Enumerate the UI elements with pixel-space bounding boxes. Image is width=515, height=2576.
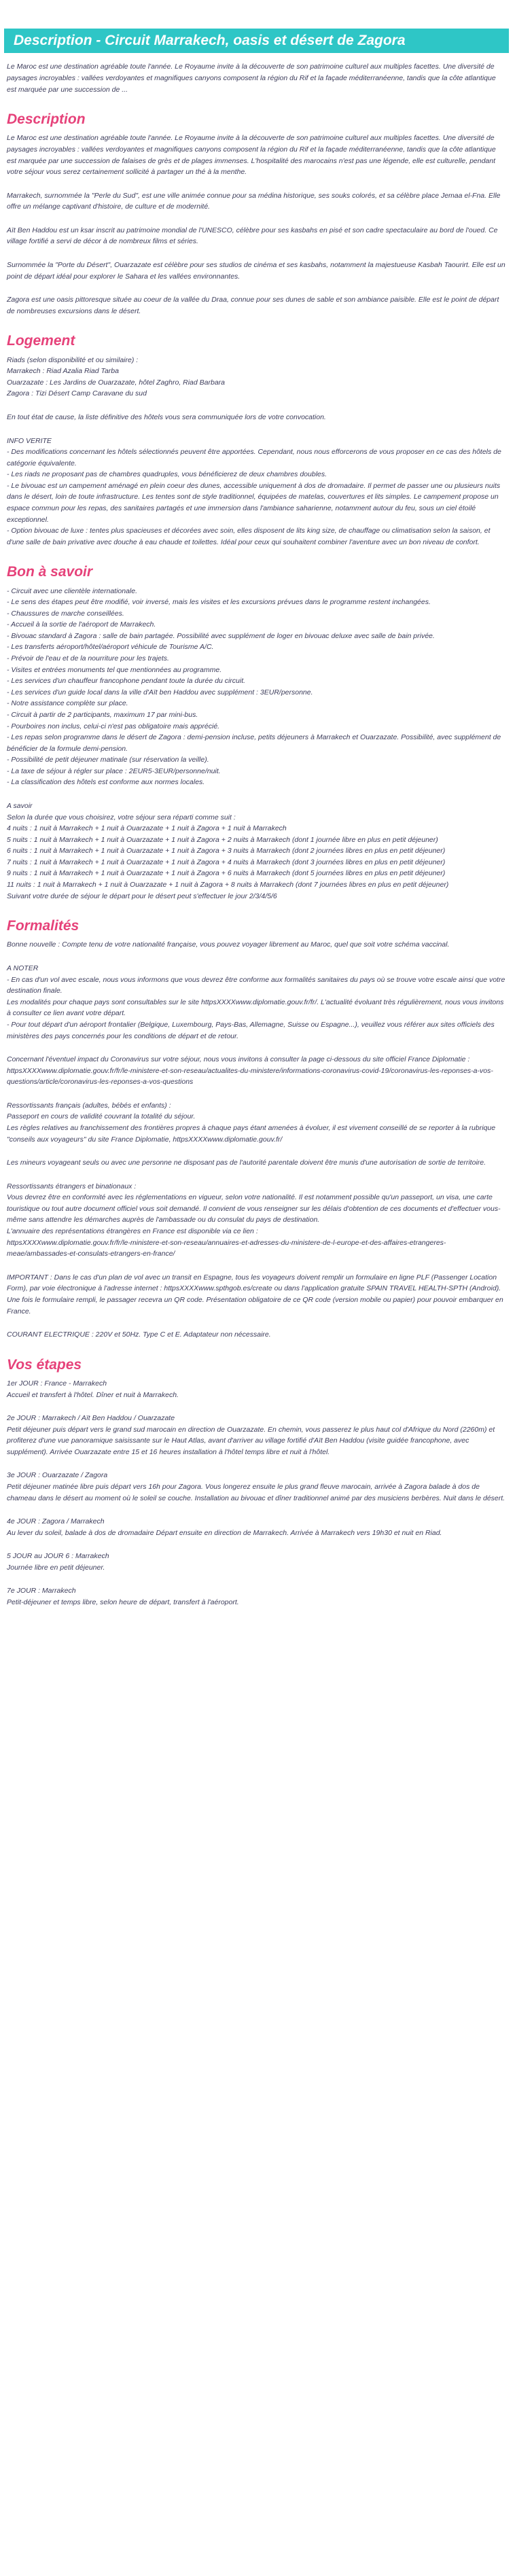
bon-a-savoir-line: - Circuit à partir de 2 participants, maximum 17 par mini-bus. [7, 710, 198, 719]
a-savoir-line: Selon la durée que vous choisirez, votre séjour sera réparti comme suit : [7, 813, 236, 822]
description-heading: Description [7, 111, 86, 128]
electric-paragraph: COURANT ELECTRIQUE : 220V et 50Hz. Type C et E. Adaptateur non nécessaire. [7, 1330, 271, 1339]
page [0, 29, 515, 1608]
bon-a-savoir-line: - Les services d'un guide local dans la ville d'Aït ben Haddou avec supplément : 3EUR/personne. [7, 688, 313, 696]
bon-a-savoir-line: - Prévoir de l'eau et de la nourriture pour les trajets. [7, 654, 169, 663]
a-noter-line: - Pour tout départ d'un aéroport frontalier (Belgique, Luxembourg, Pays-Bas, Allemagne, Suisse ou Espagne...), veuillez vous référer aux sites officiels des ministères des pays concernés pour les conditions de départ et de retour. [7, 1020, 495, 1040]
a-noter-line: A NOTER [7, 964, 39, 973]
a-savoir-line: A savoir [7, 801, 33, 810]
logement-section [4, 355, 509, 548]
riads-line: Marrakech : Riad Azalia Riad Tarba [7, 367, 119, 376]
day-item [7, 1413, 506, 1458]
day-item [7, 1551, 506, 1573]
formalites-section [4, 939, 509, 1340]
day-title: 5 JOUR au JOUR 6 : Marrakech [7, 1552, 109, 1561]
a-savoir-line: 11 nuits : 1 nuit à Marrakech + 1 nuit à Ouarzazate + 1 nuit à Zagora + 8 nuits à Marrakech (dont 7 journées libres en plus en petit déjeuner) [7, 881, 449, 889]
day-text: Petit déjeuner matinée libre puis départ vers 16h pour Zagora. Vous longerez ensuite le plus grand fleuve marocain, arrivée à Zagora balade à dos de chameau dans le désert au moment où le soleil se couche. Installation au bivouac et dîner traditionnel animé par des musiciens berbères. Nuit dans le désert. [7, 1483, 505, 1502]
description-section [4, 133, 509, 317]
day-text: Petit déjeuner puis départ vers le grand sud marocain en direction de Ouarzazate. En chemin, vous passerez le plus haut col d'Afrique du Nord (2260m) et profiterez d'une vue panoramique saisissante sur le Haut Atlas, avant d'arriver au village fortifié d'Aït Ben Haddou (visite guidée francophone, avec supplément). Arrivée Ouarzazate entre 15 et 16 heures installation à l'hôtel temps libre et nuit à l'hôtel. [7, 1425, 495, 1456]
day-title: 3e JOUR : Ouarzazate / Zagora [7, 1471, 108, 1480]
info-verite-line: - Des modifications concernant les hôtels sélectionnés peuvent être apportées. Cependant, nous nous efforcerons de vous proposer en ce cas des hôtels de catégorie équivalente. [7, 448, 501, 467]
formalites-heading: Formalités [7, 918, 79, 934]
day-text: Au lever du soleil, balade à dos de dromadaire Départ ensuite en direction de Marrakech. Arrivée à Marrakech vers 19h30 et nuit en Riad. [7, 1528, 442, 1537]
important-paragraph: IMPORTANT : Dans le cas d'un plan de vol avec un transit en Espagne, tous les voyageurs doivent remplir un formulaire en ligne PLF (Passenger Location Form), par voie électronique à l'adresse internet : httpsXXXXwww.spthgob.es/create ou dans l'application gratuite SPAIN TRAVEL HEALTH-SPTH (Android). Une fois le formulaire rempli, le passager recevra un QR code. Présentation obligatoire de ce QR code (version mobile ou papier) pour pouvoir embarquer en France. [7, 1273, 503, 1316]
foreign-nationals-list [7, 1181, 506, 1260]
a-savoir-line: Suivant votre durée de séjour le départ pour le désert peut s'effectuer le jour 2/3/4/5/6 [7, 892, 277, 900]
info-verite-list [7, 436, 506, 548]
riads-line: Riads (selon disponibilité et ou similaire) : [7, 355, 139, 364]
description-paragraph: Le Maroc est une destination agréable toute l'année. Le Royaume invite à la découverte de son patrimoine culturel aux multiples facettes. Une diversité de paysages incroyables : vallées verdoyantes et magnifiques canyons composent la région du Rif et la façade méditerranéenne, tandis que la côte atlantique est marquée par une succession de falaises de grès et de plages immenses. L'hospitalité des marocains n'est pas une légende, elle est culturelle, pendant votre séjour vous serez certainement sollicité à partager un thé à la menthe. [7, 134, 496, 177]
a-noter-line: Les modalités pour chaque pays sont consultables sur le site httpsXXXXwww.diplomatie.gouv.fr/fr/. L'actualité évoluant très régulièrement, nous vous invitons à consulter ce lien avant votre départ. [7, 998, 504, 1018]
info-verite-line: INFO VERITE [7, 436, 52, 445]
foreign-nationals-line: L'annuaire des représentations étrangères en France est disponible via ce lien : [7, 1227, 258, 1236]
french-nationals-list [7, 1100, 506, 1145]
formalites-intro: Bonne nouvelle : Compte tenu de votre nationalité française, vous pouvez voyager librement au Maroc, quel que soit votre schéma vaccinal. [7, 940, 450, 949]
etapes-heading: Vos étapes [7, 1356, 82, 1373]
description-paragraph: Marrakech, surnommée la "Perle du Sud", est une ville animée connue pour sa médina historique, ses souks colorés, et sa célèbre place Jemaa el-Fna. Elle offre un mélange captivant d'histoire, de culture et de modernité. [7, 191, 501, 211]
intro-paragraph: Le Maroc est une destination agréable toute l'année. Le Royaume invite à la découverte de son patrimoine culturel aux multiples facettes. Une diversité de paysages incroyables : vallées verdoyantes et magnifiques canyons composent la région du Rif et la façade méditerranéenne, tandis que la côte atlantique est marquée par une succession de ... [7, 63, 496, 94]
minors-paragraph: Les mineurs voyageant seuls ou avec une personne ne disposant pas de l'autorité parentale doivent être munis d'une autorisation de sortie de territoire. [7, 1159, 486, 1167]
info-verite-line: - Option bivouac de luxe : tentes plus spacieuses et décorées avec soin, elles disposent de lits king size, de chauffage ou climatisation selon la saison, et d'une salle de bain privative avec douche à eau chaude et toilettes. Idéal pour ceux qui souhaitent combiner l'aventure avec un bon niveau de confort. [7, 527, 491, 546]
day-title: 7e JOUR : Marrakech [7, 1587, 76, 1595]
covid-paragraph: Concernant l'éventuel impact du Coronavirus sur votre séjour, nous vous invitons à consulter la page ci-dessous du site officiel France Diplomatie : httpsXXXXwww.diplomatie.gouv.fr/fr/le-ministere-et-son-reseau/actualites-du-ministere/informations-coronavirus-covid-19/coronavirus-les-reponses-a-vos-questions/article/coronavirus-les-reponses-a-vos-questions [7, 1055, 493, 1087]
bon-a-savoir-heading: Bon à savoir [7, 564, 93, 580]
riads-line: Ouarzazate : Les Jardins de Ouarzazate, hôtel Zaghro, Riad Barbara [7, 378, 226, 387]
bon-a-savoir-line: - Visites et entrées monuments tel que mentionnées au programme. [7, 665, 222, 674]
bon-a-savoir-line: - Les transferts aéroport/hôtel/aéroport véhicule de Tourisme A/C. [7, 643, 214, 652]
day-item [7, 1516, 506, 1538]
logement-heading: Logement [7, 333, 75, 349]
a-noter-line: - En cas d'un vol avec escale, nous vous informons que vous devrez être conforme aux formalités sanitaires du pays où se trouve votre escale ainsi que votre destination finale. [7, 975, 505, 995]
riads-line: Zagora : Tizi Désert Camp Caravane du sud [7, 389, 147, 398]
day-title: 4e JOUR : Zagora / Marrakech [7, 1517, 105, 1526]
bon-a-savoir-line: - Les services d'un chauffeur francophone pendant toute la durée du circuit. [7, 677, 246, 686]
description-paragraph: Surnommée la "Porte du Désert", Ouarzazate est célèbre pour ses studios de cinéma et ses kasbahs, notamment la majestueuse Kasbah Taourirt. Elle est un point de départ idéal pour explorer le Sahara et les vallées environnantes. [7, 261, 505, 281]
a-noter-list [7, 963, 506, 1042]
page-title: Description - Circuit Marrakech, oasis et désert de Zagora [4, 29, 509, 53]
day-item [7, 1585, 506, 1608]
bon-a-savoir-line: - La classification des hôtels est conforme aux normes locales. [7, 778, 205, 787]
bon-a-savoir-line: - Accueil à la sortie de l'aéroport de Marrakech. [7, 620, 156, 629]
french-nationals-line: Passeport en cours de validité couvrant la totalité du séjour. [7, 1112, 196, 1121]
bon-a-savoir-line: - Pourboires non inclus, celui-ci n'est pas obligatoire mais apprécié. [7, 722, 220, 730]
bon-a-savoir-line: - Circuit avec une clientèle internationale. [7, 586, 138, 595]
french-nationals-line: Ressortissants français (adultes, bébés et enfants) : [7, 1101, 171, 1110]
bon-a-savoir-line: - Possibilité de petit déjeuner matinale (sur réservation la veille). [7, 756, 209, 764]
logement-note: En tout état de cause, la liste définitive des hôtels vous sera communiquée lors de votre convocation. [7, 412, 326, 421]
a-savoir-line: 4 nuits : 1 nuit à Marrakech + 1 nuit à Ouarzazate + 1 nuit à Zagora + 1 nuit à Marrakech [7, 824, 287, 833]
day-text: Accueil et transfert à l'hôtel. Dîner et nuit à Marrakech. [7, 1390, 179, 1399]
day-item [7, 1378, 506, 1400]
foreign-nationals-line: Vous devrez être en conformité avec les réglementations en vigueur, selon votre nationalité. Il est notamment possible qu'un passeport, un visa, une carte touristique ou tout autre document officiel vous soit demandé. Il convient de vous renseigner sur les délais d'obtention de ces documents et d'effectuer vous-même sans attendre les démarches auprès de l'ambassade ou du consulat du pays de destination. [7, 1193, 501, 1224]
a-savoir-line: 6 nuits : 1 nuit à Marrakech + 1 nuit à Ouarzazate + 1 nuit à Zagora + 3 nuits à Marrakech (dont 2 journées libres en plus en petit déjeuner) [7, 847, 446, 855]
day-text: Journée libre en petit déjeuner. [7, 1563, 105, 1572]
description-paragraph: Zagora est une oasis pittoresque située au coeur de la vallée du Draa, connue pour ses dunes de sable et son ambiance paisible. Elle est le point de départ de nombreuses excursions dans le désert. [7, 296, 499, 315]
bon-a-savoir-list [7, 586, 506, 788]
etapes-section [4, 1378, 509, 1608]
foreign-nationals-line: httpsXXXXwww.diplomatie.gouv.fr/fr/le-ministere-et-son-reseau/annuaires-et-adresses-du-ministere-de-l-europe-et-des-affaires-etrangeres-meae/ambassades-et-consulats-etrangers-en-france/ [7, 1238, 446, 1258]
a-savoir-line: 5 nuits : 1 nuit à Marrakech + 1 nuit à Ouarzazate + 1 nuit à Zagora + 2 nuits à Marrakech (dont 1 journée libre en plus en petit déjeuner) [7, 835, 438, 844]
riads-list [7, 355, 506, 400]
day-item [7, 1470, 506, 1504]
day-title: 1er JOUR : France - Marrakech [7, 1379, 107, 1388]
bon-a-savoir-line: - Les repas selon programme dans le désert de Zagora : demi-pension incluse, petits déjeuners à Marrakech et Ouarzazate. Possibilité, avec supplément de bénéficier de la formule demi-pension. [7, 733, 501, 753]
info-verite-line: - Les riads ne proposant pas de chambres quadruples, vous bénéficierez de deux chambres doubles. [7, 470, 327, 479]
bon-a-savoir-line: - Bivouac standard à Zagora : salle de bain partagée. Possibilité avec supplément de loger en bivouac deluxe avec salle de bain privée. [7, 631, 435, 640]
info-verite-line: - Le bivouac est un campement aménagé en plein coeur des dunes, accessible uniquement à dos de dromadaire. Il permet de passer une ou plusieurs nuits dans le désert, loin de toute infrastructure. Les tentes sont de style traditionnel, équipées de matelas, couvertures et lits simples. Le campement propose un espace commun pour les repas, des sanitaires partagés et une immersion dans l'ambiance saharienne, notamment autour du feu, sous un ciel étoilé exceptionnel. [7, 481, 501, 524]
foreign-nationals-line: Ressortissants étrangers et binationaux : [7, 1182, 137, 1190]
day-text: Petit-déjeuner et temps libre, selon heure de départ, transfert à l'aéroport. [7, 1598, 239, 1607]
bon-a-savoir-line: - Le sens des étapes peut être modifié, voir inversé, mais les visites et les excursions prévues dans le programme restent inchangées. [7, 598, 431, 607]
bon-a-savoir-section [4, 586, 509, 902]
a-savoir-line: 9 nuits : 1 nuit à Marrakech + 1 nuit à Ouarzazate + 1 nuit à Zagora + 6 nuits à Marrakech (dont 5 journées libres en plus en petit déjeuner) [7, 869, 446, 878]
bon-a-savoir-line: - Chaussures de marche conseillées. [7, 609, 124, 618]
bon-a-savoir-line: - La taxe de séjour à régler sur place : 2EUR5-3EUR/personne/nuit. [7, 766, 221, 775]
french-nationals-line: Les règles relatives au franchissement des frontières propres à chaque pays étant amenées à évoluer, il est vivement conseillé de se reporter à la rubrique "conseils aux voyageurs" du site France Diplomatie, httpsXXXXwww.diplomatie.gouv.fr/ [7, 1124, 496, 1144]
a-savoir-line: 7 nuits : 1 nuit à Marrakech + 1 nuit à Ouarzazate + 1 nuit à Zagora + 4 nuits à Marrakech (dont 3 journées libres en plus en petit déjeuner) [7, 858, 446, 866]
bon-a-savoir-line: - Notre assistance complète sur place. [7, 699, 128, 708]
description-paragraph: Aït Ben Haddou est un ksar inscrit au patrimoine mondial de l'UNESCO, célèbre pour ses kasbahs en pisé et son cadre spectaculaire au bord de l'oued. Ce village fortifié a servi de décor à de nombreux films et séries. [7, 226, 498, 246]
a-savoir-list [7, 800, 506, 902]
day-title: 2e JOUR : Marrakech / Aït Ben Haddou / Ouarzazate [7, 1414, 175, 1423]
